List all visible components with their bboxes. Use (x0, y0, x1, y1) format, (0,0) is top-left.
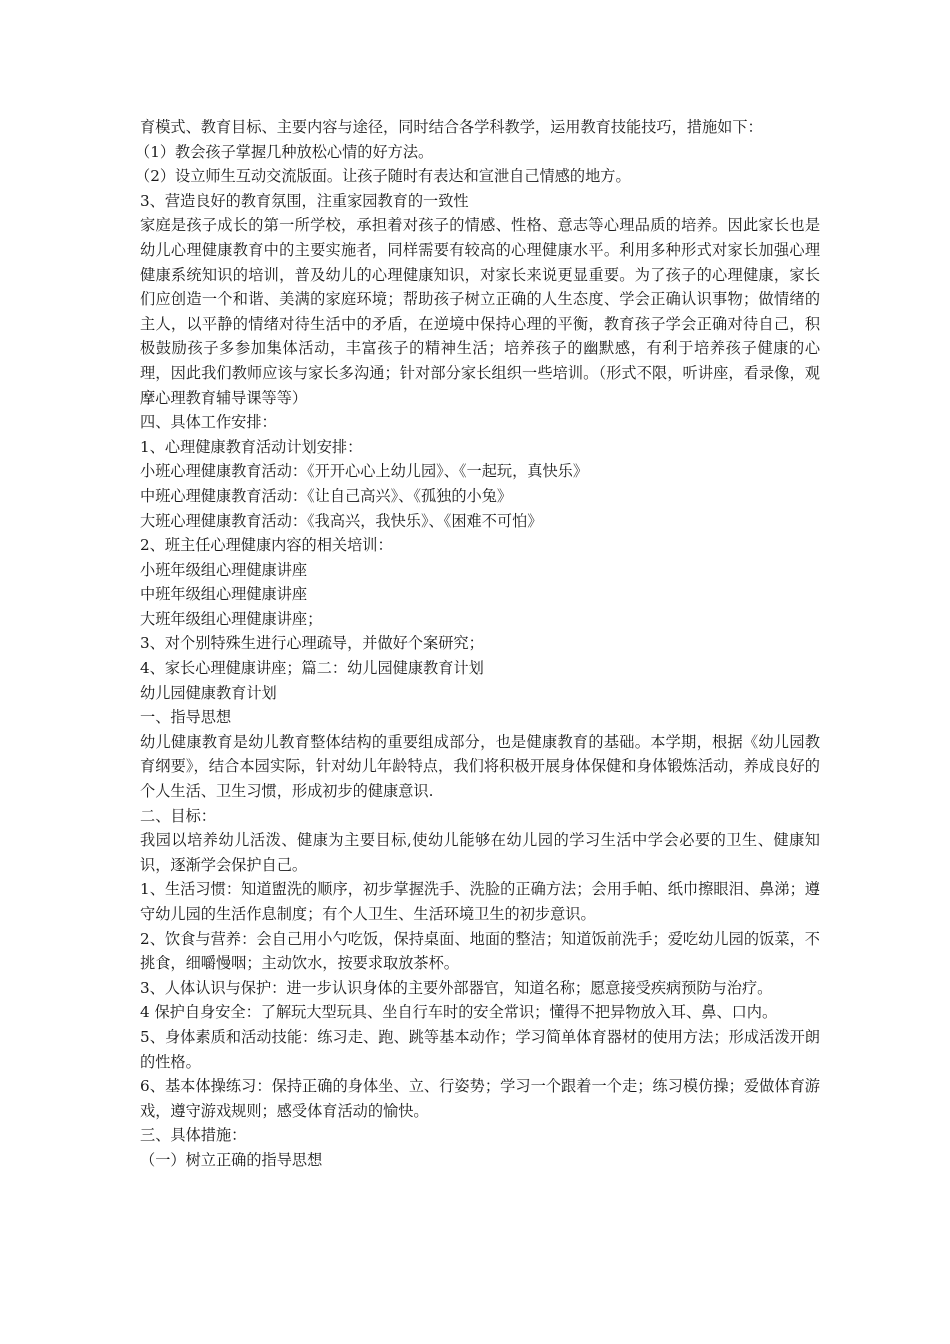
paragraph: 1、心理健康教育活动计划安排： (140, 437, 363, 456)
paragraph: 5、身体素质和活动技能：练习走、跑、跳等基本动作；学习简单体育器材的使用方法；形成活泼开朗的性格。 (140, 1027, 820, 1071)
document-page (135, 115, 820, 1173)
paragraph: （一）树立正确的指导思想 (140, 1150, 323, 1169)
paragraph: 4、家长心理健康讲座；篇二：幼儿园健康教育计划 (140, 659, 484, 678)
paragraph: 3、人体认识与保护：进一步认识身体的主要外部器官，知道名称；愿意接受疾病预防与治疗。 (140, 978, 773, 997)
paragraph: 1、生活习惯：知道盥洗的顺序，初步掌握洗手、洗脸的正确方法；会用手帕、纸巾擦眼泪、鼻涕；遵守幼儿园的生活作息制度；有个人卫生、生活环境卫生的初步意识。 (140, 880, 820, 923)
paragraph: 大班年级组心理健康讲座； (140, 609, 323, 628)
paragraph: 一、指导思想 (140, 708, 232, 727)
paragraph: 中班年级组心理健康讲座 (140, 585, 308, 604)
paragraph: 三、具体措施： (140, 1126, 247, 1145)
paragraph: 二、目标： (140, 806, 216, 825)
paragraph: 3、营造良好的教育氛围，注重家园教育的一致性 (140, 191, 469, 210)
paragraph: 小班心理健康教育活动：《开开心心上幼儿园》、《一起玩，真快乐》 (140, 462, 589, 481)
paragraph: 我园以培养幼儿活泼、健康为主要目标,使幼儿能够在幼儿园的学习生活中学会必要的卫生、健康知识，逐渐学会保护自己。 (140, 831, 820, 874)
paragraph: 3、对个别特殊生进行心理疏导，并做好个案研究； (140, 634, 484, 653)
paragraph: （1）教会孩子掌握几种放松心情的好方法。 (135, 142, 434, 161)
paragraph: 小班年级组心理健康讲座 (140, 560, 308, 579)
paragraph: 幼儿园健康教育计划 (140, 683, 277, 702)
paragraph: 大班心理健康教育活动：《我高兴，我快乐》、《困难不可怕》 (140, 511, 543, 530)
paragraph: 2、班主任心理健康内容的相关培训： (140, 536, 393, 555)
paragraph: 中班心理健康教育活动：《让自己高兴》、《孤独的小兔》 (140, 486, 513, 505)
paragraph: 4 保护自身安全：了解玩大型玩具、坐自行车时的安全常识；懂得不把异物放入耳、鼻、口内。 (140, 1003, 778, 1022)
paragraph: （2）设立师生互动交流版面。让孩子随时有表达和宣泄自己情感的地方。 (135, 167, 631, 186)
paragraph: 家庭是孩子成长的第一所学校，承担着对孩子的情感、性格、意志等心理品质的培养。因此家长也是幼儿心理健康教育中的主要实施者，同样需要有较高的心理健康水平。利用多种形式对家长加强心理健康系统知识的培训，普及幼儿的心理健康知识，对家长来说更显重要。为了孩子的心理健康，家长们应创造一个和谐、美满的家庭环境；帮助孩子树立正确的人生态度、学会正确认识事物；做情绪的主人，以平静的情绪对待生活中的矛盾，在逆境中保持心理的平衡，教育孩子学会正确对待自己，积极鼓励孩子多参加集体活动，丰富孩子的精神生活；培养孩子的幽默感，有利于培养孩子健康的心理，因此我们教师应该与家长多沟通；针对部分家长组织一些培训。（形式不限，听讲座，看录像，观摩心理教育辅导课等等） (140, 216, 820, 407)
paragraph: 幼儿健康教育是幼儿教育整体结构的重要组成部分，也是健康教育的基础。本学期，根据《幼儿园教育纲要》，结合本园实际，针对幼儿年龄特点，我们将积极开展身体保健和身体锻炼活动，养成良好的个人生活、卫生习惯，形成初步的健康意识. (140, 732, 820, 801)
paragraph: 2、饮食与营养：会自己用小勺吃饭，保持桌面、地面的整洁；知道饭前洗手；爱吃幼儿园的饭菜，不挑食，细嚼慢咽；主动饮水，按要求取放茶杯。 (140, 929, 820, 973)
paragraph: 6、基本体操练习：保持正确的身体坐、立、行姿势；学习一个跟着一个走；练习模仿操；爱做体育游戏，遵守游戏规则；感受体育活动的愉快。 (140, 1077, 820, 1120)
paragraph: 四、具体工作安排： (140, 413, 277, 432)
paragraph: 育模式、教育目标、主要内容与途径，同时结合各学科教学，运用教育技能技巧，措施如下： (140, 118, 763, 136)
